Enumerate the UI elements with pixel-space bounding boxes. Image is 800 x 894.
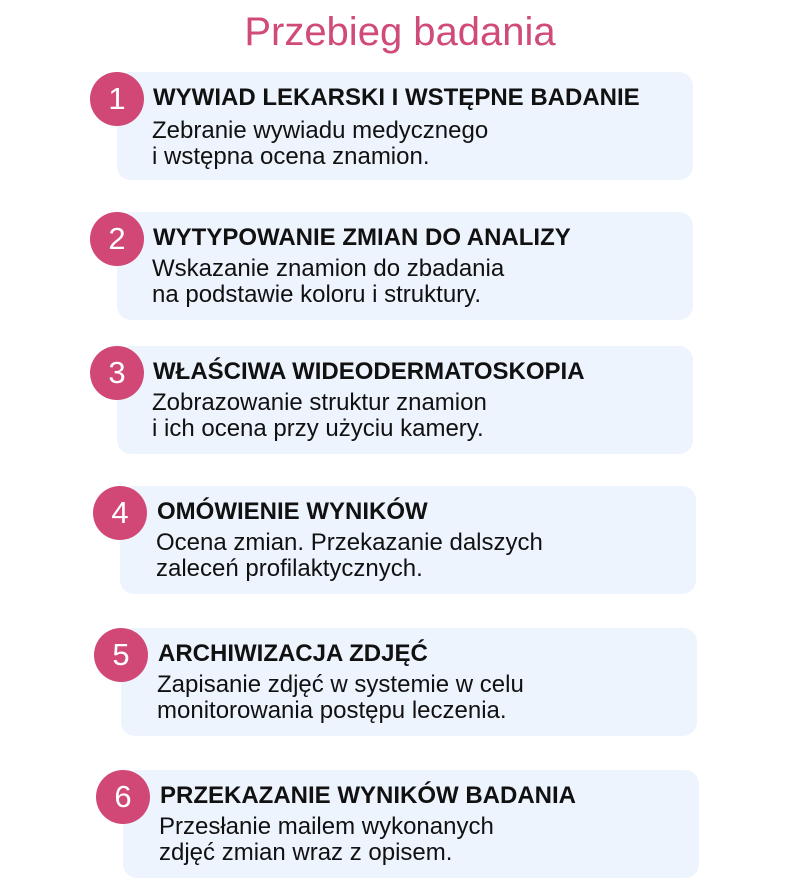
step-number-badge: 6 — [96, 770, 150, 824]
step-description — [157, 672, 524, 724]
step-number-badge: 1 — [90, 72, 144, 126]
step-number-badge: 2 — [90, 212, 144, 266]
step-heading: WYTYPOWANIE ZMIAN DO ANALIZY — [153, 224, 571, 251]
step-description-line: zdjęć zmian wraz z opisem. — [159, 839, 453, 866]
step-description-line: zaleceń profilaktycznych. — [156, 555, 423, 582]
step-heading: ARCHIWIZACJA ZDJĘĆ — [158, 640, 428, 667]
step-number-badge: 5 — [94, 628, 148, 682]
step-number-badge: 3 — [90, 346, 144, 400]
step-heading: WYWIAD LEKARSKI I WSTĘPNE BADANIE — [153, 84, 640, 111]
step-description-line: Przesłanie mailem wykonanych — [159, 813, 494, 840]
step-description-line: Ocena zmian. Przekazanie dalszych — [156, 529, 543, 556]
step-heading: PRZEKAZANIE WYNIKÓW BADANIA — [160, 782, 576, 809]
step-description-line: Wskazanie znamion do zbadania — [152, 255, 505, 282]
step-description-line: Zapisanie zdjęć w systemie w celu — [157, 671, 524, 698]
page-title: Przebieg badania — [244, 10, 556, 54]
step-description — [152, 256, 504, 308]
step-heading: OMÓWIENIE WYNIKÓW — [157, 498, 428, 525]
step-description — [152, 390, 487, 442]
step-description — [156, 530, 543, 582]
step-description-line: na podstawie koloru i struktury. — [152, 281, 482, 308]
step-number-badge: 4 — [93, 486, 147, 540]
step-description — [159, 814, 494, 866]
step-description-line: monitorowania postępu leczenia. — [157, 697, 507, 724]
step-description-line: i wstępna ocena znamion. — [152, 143, 430, 170]
step-description-line: i ich ocena przy użyciu kamery. — [152, 415, 484, 442]
step-heading: WŁAŚCIWA WIDEODERMATOSKOPIA — [153, 358, 585, 385]
step-description-line: Zobrazowanie struktur znamion — [152, 389, 487, 416]
step-description — [152, 118, 488, 170]
step-description-line: Zebranie wywiadu medycznego — [152, 117, 489, 144]
